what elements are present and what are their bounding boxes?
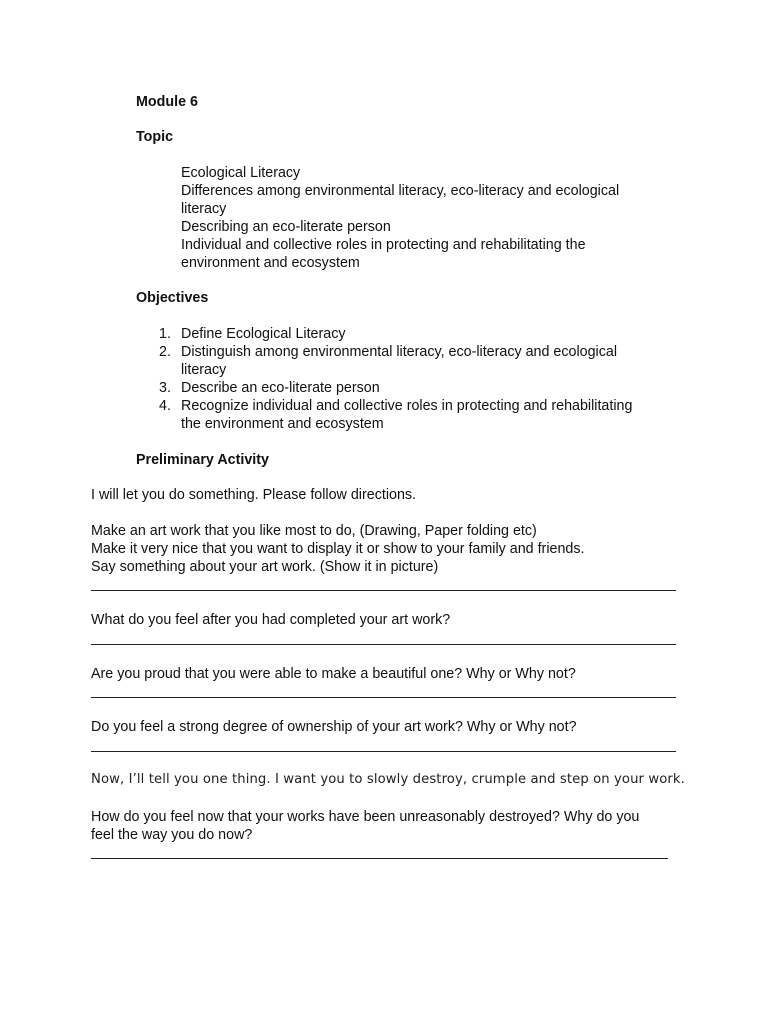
- question-3: Do you feel a strong degree of ownership of your art work? Why or Why not?: [91, 719, 577, 735]
- art-instruction: Say something about your art work. (Show it in picture): [91, 559, 439, 575]
- topic-line: environment and ecosystem: [181, 255, 360, 271]
- objective-text: literacy: [181, 362, 227, 378]
- objective-number: 3.: [159, 380, 171, 396]
- answer-line[interactable]: [91, 590, 676, 591]
- final-question: feel the way you do now?: [91, 827, 253, 843]
- question-1: What do you feel after you had completed your art work?: [91, 612, 451, 628]
- objective-text: the environment and ecosystem: [181, 416, 384, 432]
- preliminary-heading: Preliminary Activity: [136, 452, 269, 468]
- objective-text: Distinguish among environmental literacy, eco-literacy and ecological: [181, 344, 618, 360]
- art-instruction: Make an art work that you like most to do, (Drawing, Paper folding etc): [91, 523, 537, 539]
- topic-line: literacy: [181, 201, 227, 217]
- topic-line: Differences among environmental literacy, eco-literacy and ecological: [181, 183, 620, 199]
- answer-line[interactable]: [91, 751, 676, 752]
- topic-line: Describing an eco-literate person: [181, 219, 391, 235]
- objective-text: Define Ecological Literacy: [181, 326, 346, 342]
- objective-number: 4.: [159, 398, 171, 414]
- topic-line: Individual and collective roles in protecting and rehabilitating the: [181, 237, 586, 253]
- objective-text: Recognize individual and collective roles in protecting and rehabilitating: [181, 398, 633, 414]
- art-instruction: Make it very nice that you want to display it or show to your family and friends.: [91, 541, 585, 557]
- answer-line[interactable]: [91, 858, 668, 859]
- destroy-statement: Now, I’ll tell you one thing. I want you to slowly destroy, crumple and step on your work.: [91, 772, 685, 787]
- objective-number: 1.: [159, 326, 171, 342]
- answer-line[interactable]: [91, 697, 676, 698]
- objectives-heading: Objectives: [136, 290, 209, 306]
- topic-heading: Topic: [136, 129, 174, 145]
- topic-line: Ecological Literacy: [181, 165, 301, 181]
- final-question: How do you feel now that your works have been unreasonably destroyed? Why do you: [91, 809, 640, 825]
- module-title: Module 6: [136, 94, 198, 110]
- objective-text: Describe an eco-literate person: [181, 380, 380, 396]
- preliminary-intro: I will let you do something. Please follow directions.: [91, 487, 417, 503]
- objective-number: 2.: [159, 344, 171, 360]
- answer-line[interactable]: [91, 644, 676, 645]
- question-2: Are you proud that you were able to make a beautiful one? Why or Why not?: [91, 666, 576, 682]
